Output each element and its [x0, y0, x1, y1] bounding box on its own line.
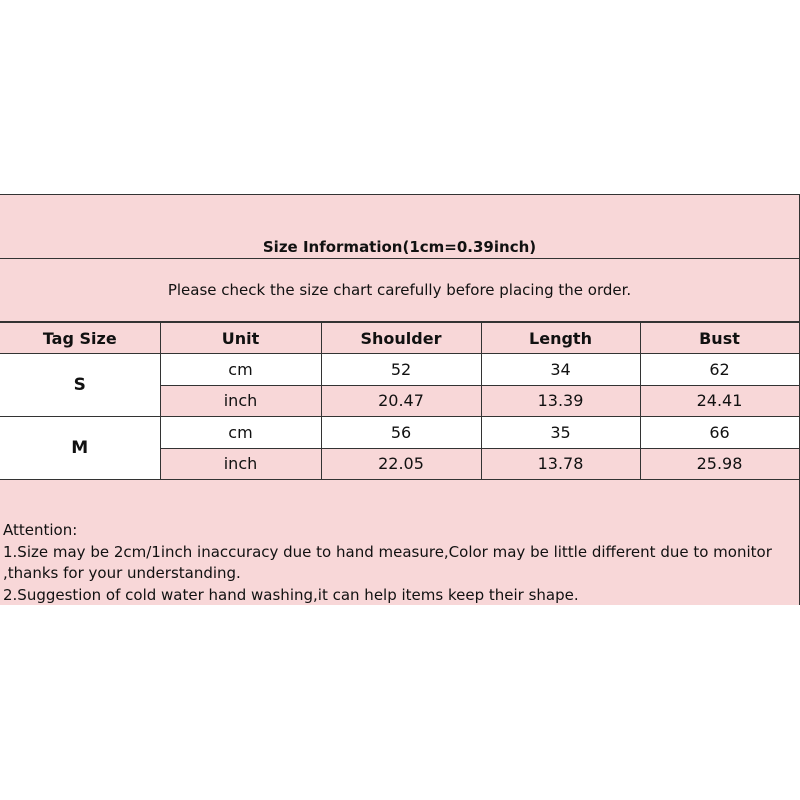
attention-band — [0, 480, 799, 605]
size-chart-notice: Please check the size chart carefully before placing the order. — [167, 281, 632, 299]
attention-line: ,thanks for your understanding. — [3, 564, 241, 582]
header-unit: Unit — [160, 323, 321, 354]
bust-cell: 24.41 — [640, 385, 799, 416]
shoulder-cell: 20.47 — [321, 385, 481, 416]
attention-line: 2.Suggestion of cold water hand washing,it can help items keep their shape. — [3, 585, 579, 604]
attention-line: 1.Size may be 2cm/1inch inaccuracy due to hand measure,Color may be little different due to monitor — [3, 542, 772, 561]
table-row — [0, 354, 799, 385]
notice-band — [0, 259, 799, 322]
size-chart-title: Size Information(1cm=0.39inch) — [262, 238, 537, 256]
shoulder-cell: 56 — [321, 417, 481, 448]
table-header-row — [0, 323, 799, 354]
bust-cell: 25.98 — [640, 448, 799, 479]
header-bust: Bust — [640, 323, 799, 354]
unit-cell: inch — [160, 385, 321, 416]
length-cell: 13.39 — [481, 385, 640, 416]
length-cell: 34 — [481, 354, 640, 385]
attention-notes — [3, 520, 772, 606]
size-chart — [0, 194, 800, 605]
unit-cell: inch — [160, 448, 321, 479]
table-row — [0, 417, 799, 448]
tag-size-cell: M — [0, 417, 160, 480]
shoulder-cell: 52 — [321, 354, 481, 385]
tag-size-cell: S — [0, 354, 160, 417]
shoulder-cell: 22.05 — [321, 448, 481, 479]
unit-cell: cm — [160, 354, 321, 385]
header-shoulder: Shoulder — [321, 323, 481, 354]
unit-cell: cm — [160, 417, 321, 448]
header-length: Length — [481, 323, 640, 354]
bust-cell: 66 — [640, 417, 799, 448]
title-band — [0, 195, 799, 259]
length-cell: 13.78 — [481, 448, 640, 479]
header-tag-size: Tag Size — [0, 323, 160, 354]
length-cell: 35 — [481, 417, 640, 448]
size-table — [0, 322, 800, 480]
bust-cell: 62 — [640, 354, 799, 385]
attention-heading: Attention: — [3, 521, 78, 539]
